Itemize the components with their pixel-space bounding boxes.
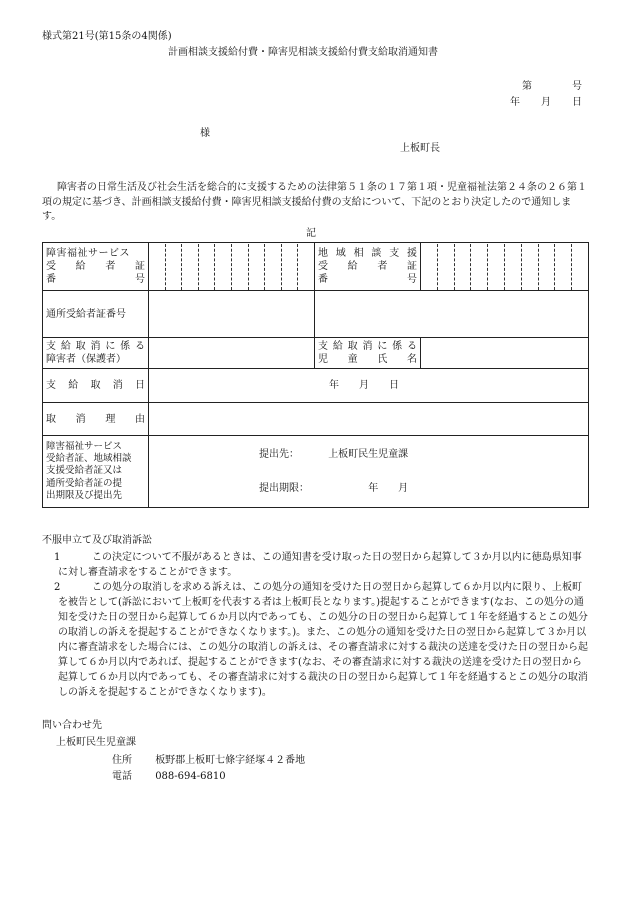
appeal-heading: 不服申立て及び取消訴訟 <box>42 535 152 546</box>
table-row <box>43 403 589 436</box>
deadline-value: 年 月 <box>368 483 409 494</box>
address-value: 板野郡上板町七條字経塚４２番地 <box>155 755 306 766</box>
service-cert-label <box>43 243 149 291</box>
table-row <box>43 291 589 338</box>
community-cert-number-cells[interactable] <box>421 243 589 291</box>
document-title: 計画相談支援給付費・障害児相談支援給付費支給取消通知書 <box>168 47 438 58</box>
day-service-cert-value[interactable] <box>149 291 315 338</box>
service-cert-number-cells[interactable] <box>149 243 315 291</box>
date-year: 年 <box>510 97 520 108</box>
label-line: 受給者証、地域相談 <box>46 452 132 464</box>
label-line: 受 給 者 証 <box>318 261 417 272</box>
label-line: 出期限及び提出先 <box>46 490 123 502</box>
submission-deadline <box>259 482 408 495</box>
item-text: この処分の取消しを求める訴えは、この処分の通知を受けた日の翌日から起算して６か月以内に限り、上板町を被告として(訴訟において上板町を代表する者は上板町長となります。)提起することができます(なお、この処分の通知を受けた日の翌日から起算して６か月以内であっても、この処分の日の翌日から起算して１年を経過するとこの処分の取消しの訴えを提起することができなくなります。)。また、この処分の通知を受けた日の翌日から起算して３か月以内に審査請求をした場合には、この処分の取消しの訴えは、その審査請求に対する裁決の送達を受けた日の翌日から起算して６か月以内であれば、提起することができます(なお、その審査請求に対する裁決の送達を受けた日の翌日から起算して６か月以内であっても、その審査請求に対する裁決の日の翌日から起算して１年を経過するとこの処分の取消しの訴えを提起することができなくなります)。 <box>58 582 588 698</box>
form-number: 様式第21号(第15条の4関係) <box>42 31 172 42</box>
table-row <box>43 243 589 291</box>
submission-label <box>43 436 149 508</box>
issue-date <box>510 96 582 109</box>
label-line: 障害者（保護者） <box>46 354 126 365</box>
item-text: この決定について不服があるときは、この通知書を受け取った日の翌日から起算して３か月以内に徳島県知事に対し審査請求をすることができます。 <box>58 552 582 578</box>
label-line: 児 童 氏 名 <box>318 354 417 365</box>
label-line: 支 給 取 消 に 係 る <box>318 341 417 352</box>
document-number <box>522 80 582 93</box>
phone-label: 電話 <box>112 771 132 782</box>
community-cert-label <box>315 243 421 291</box>
appeal-item <box>42 580 588 700</box>
person-value[interactable] <box>149 338 315 369</box>
reason-label: 取 消 理 由 <box>43 403 149 436</box>
doc-number-prefix: 第 <box>522 81 532 92</box>
doc-number-suffix: 号 <box>572 81 582 92</box>
table-row <box>43 369 589 403</box>
label-line: 番 号 <box>318 274 417 285</box>
table-row <box>43 436 589 508</box>
cancel-date-value[interactable]: 年 月 日 <box>149 369 589 403</box>
cancellation-details-table <box>42 242 589 508</box>
label-line: 受 給 者 証 <box>46 261 145 272</box>
submission-destination <box>259 448 408 461</box>
recipient-suffix: 様 <box>200 128 210 139</box>
contact-department: 上板町民生児童課 <box>56 737 136 748</box>
child-value[interactable] <box>421 338 589 369</box>
label-line: 通所受給者証の提 <box>46 477 123 489</box>
deadline-label: 提出期限： <box>259 483 309 494</box>
item-number: 2 <box>54 582 61 593</box>
person-label <box>43 338 149 369</box>
label-line: 地 域 相 談 支 援 <box>318 248 417 259</box>
appeal-item <box>42 550 588 580</box>
blank-cell <box>315 291 589 338</box>
date-day: 日 <box>572 97 582 108</box>
child-label <box>315 338 421 369</box>
sender-name: 上板町長 <box>400 143 440 154</box>
contact-heading: 問い合わせ先 <box>42 720 102 731</box>
destination-value: 上板町民生児童課 <box>328 449 409 460</box>
label-line: 番 号 <box>46 274 145 285</box>
table-row <box>43 338 589 369</box>
label-line: 障害福祉サービス <box>46 248 130 259</box>
label-line: 障害福祉サービス <box>46 440 123 452</box>
day-service-cert-label: 通所受給者証番号 <box>43 291 149 338</box>
ki-heading: 記 <box>306 228 316 239</box>
contact-phone <box>112 770 226 783</box>
label-line: 支援受給者証又は <box>46 465 123 477</box>
contact-address <box>112 754 305 767</box>
intro-paragraph: 障害者の日常生活及び社会生活を総合的に支援するための法律第５１条の１７第１項・児童福祉法第２４条の２６第１項の規定に基づき、計画相談支援給付費・障害児相談支援給付費の支給について、下記のとおり決定したので通知します。 <box>42 182 587 222</box>
date-month: 月 <box>541 97 551 108</box>
address-label: 住所 <box>112 755 132 766</box>
phone-value: 088-694-6810 <box>155 771 226 782</box>
label-line: 支 給 取 消 に 係 る <box>46 341 145 352</box>
cancel-date-label: 支 給 取 消 日 <box>43 369 149 403</box>
item-number: 1 <box>54 552 61 563</box>
reason-value[interactable] <box>149 403 589 436</box>
submission-info <box>149 436 589 508</box>
destination-label: 提出先： <box>259 449 299 460</box>
